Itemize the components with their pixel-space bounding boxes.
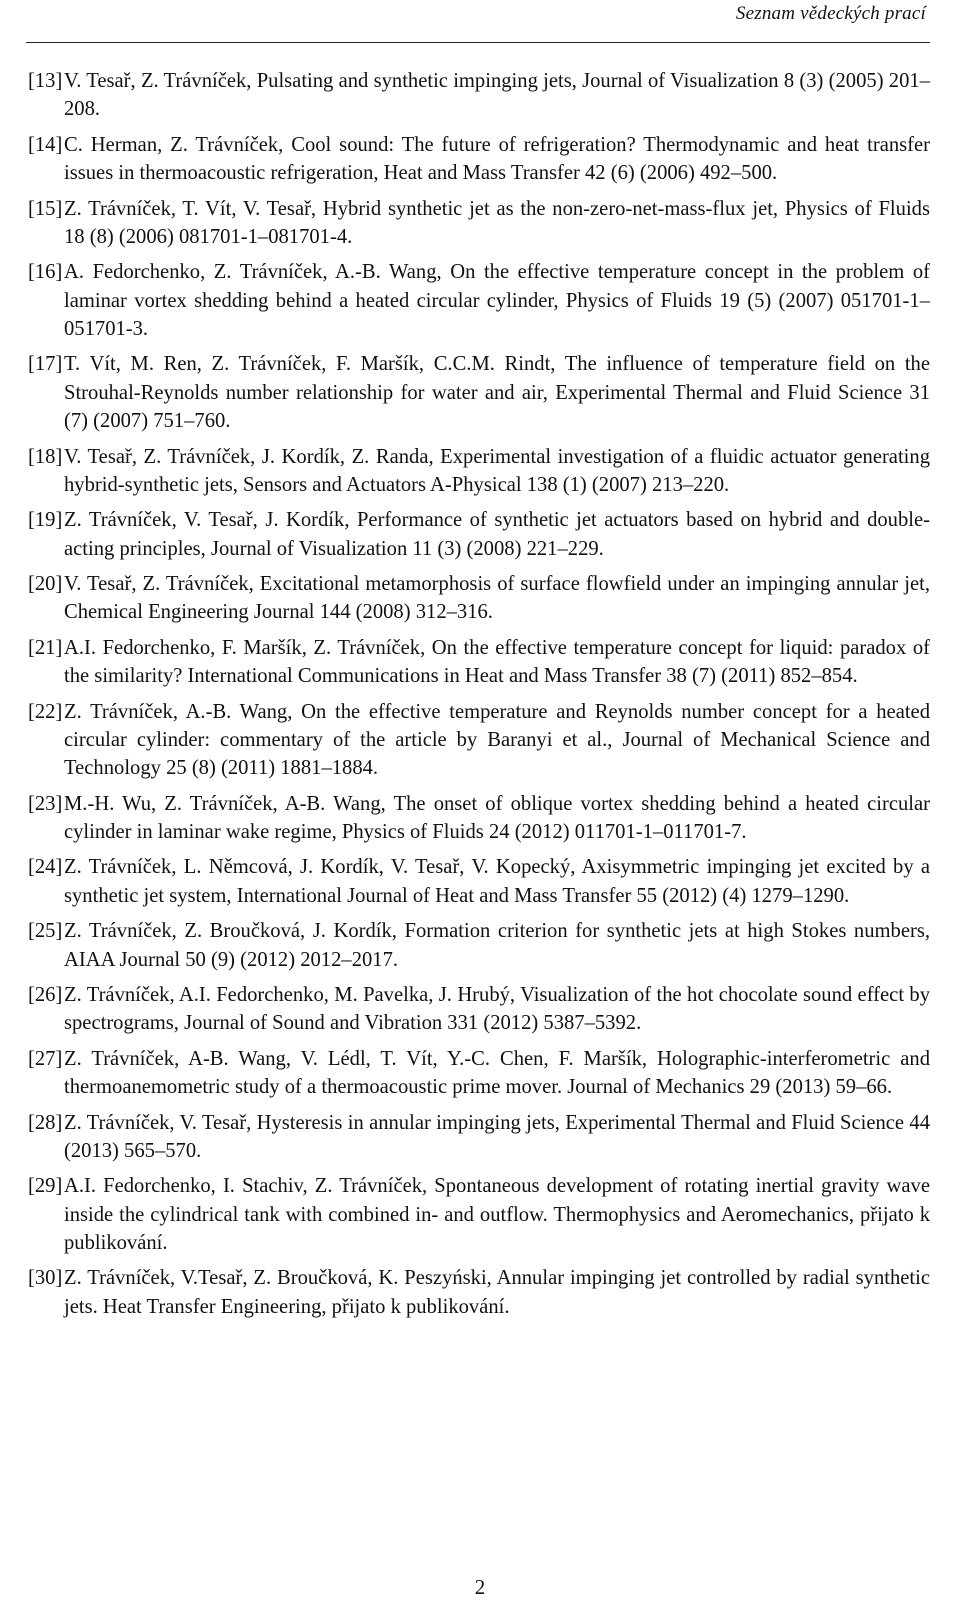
reference-text: Z. Trávníček, V. Tesař, J. Kordík, Performance of synthetic jet actuators based on hybrid and double-acting principles, Journal of Visualization 11 (3) (2008) 221–229. [64, 509, 930, 560]
reference-item [28, 67, 930, 124]
reference-text: V. Tesař, Z. Trávníček, Excitational metamorphosis of surface flowfield under an impinging annular jet, Chemical Engineering Journal 144 (2008) 312–316. [64, 573, 930, 624]
reference-number: [17] [28, 353, 63, 376]
reference-text: V. Tesař, Z. Trávníček, J. Kordík, Z. Randa, Experimental investigation of a fluidic actuator generating hybrid-synthetic jets, Sensors and Actuators A-Physical 138 (1) (2007) 213–220. [64, 445, 930, 496]
reference-item [28, 350, 930, 435]
reference-item [28, 506, 930, 563]
reference-list [28, 67, 930, 1328]
reference-number: [14] [28, 133, 63, 156]
reference-text: Z. Trávníček, V. Tesař, Hysteresis in annular impinging jets, Experimental Thermal and Fluid Science 44 (2013) 565–570. [64, 1111, 930, 1162]
reference-number: [24] [28, 856, 63, 879]
reference-text: Z. Trávníček, V.Tesař, Z. Broučková, K. Peszyński, Annular impinging jet controlled by radial synthetic jets. Heat Transfer Engineering, přijato k publikování. [64, 1267, 930, 1318]
reference-number: [16] [28, 261, 63, 284]
reference-item [28, 1109, 930, 1166]
reference-text: Z. Trávníček, L. Němcová, J. Kordík, V. Tesař, V. Kopecký, Axisymmetric impinging jet excited by a synthetic jet system, International Journal of Heat and Mass Transfer 55 (2012) (4) 1279–1290. [64, 856, 930, 907]
reference-number: [22] [28, 700, 63, 723]
reference-text: M.-H. Wu, Z. Trávníček, A-B. Wang, The onset of oblique vortex shedding behind a heated circular cylinder in laminar wake regime, Physics of Fluids 24 (2012) 011701-1–011701-7. [64, 792, 930, 843]
reference-number: [27] [28, 1047, 63, 1070]
page-header [26, 0, 930, 43]
reference-text: Z. Trávníček, Z. Broučková, J. Kordík, Formation criterion for synthetic jets at high Stokes numbers, AIAA Journal 50 (9) (2012) 2012–2017. [64, 920, 930, 971]
reference-text: A.I. Fedorchenko, F. Maršík, Z. Trávníček, On the effective temperature concept for liquid: paradox of the similarity? International Communications in Heat and Mass Transfer 38 (7) (2011) 852–854. [64, 636, 930, 688]
reference-number: [29] [28, 1175, 63, 1198]
reference-text: A.I. Fedorchenko, I. Stachiv, Z. Trávníček, Spontaneous development of rotating inertial gravity wave inside the cylindrical tank with combined in- and outflow. Thermophysics and Aeromechanics, přijato k publikování. [64, 1175, 930, 1254]
reference-item [28, 698, 930, 783]
reference-item [28, 195, 930, 252]
reference-number: [23] [28, 792, 63, 815]
reference-item [28, 258, 930, 343]
reference-text: A. Fedorchenko, Z. Trávníček, A.-B. Wang, On the effective temperature concept in the problem of laminar vortex shedding behind a heated circular cylinder, Physics of Fluids 19 (5) (2007) 051701-1–051701-3. [64, 261, 930, 340]
reference-number: [26] [28, 984, 63, 1007]
reference-number: [28] [28, 1111, 63, 1134]
reference-text: C. Herman, Z. Trávníček, Cool sound: The future of refrigeration? Thermodynamic and heat transfer issues in thermoacoustic refrigeration, Heat and Mass Transfer 42 (6) (2006) 492–500. [64, 133, 930, 185]
reference-text: Z. Trávníček, T. Vít, V. Tesař, Hybrid synthetic jet as the non-zero-net-mass-flux jet, Physics of Fluids 18 (8) (2006) 081701-1–081701-4. [64, 197, 930, 248]
reference-item [28, 1264, 930, 1321]
reference-item [28, 790, 930, 847]
reference-item [28, 1045, 930, 1102]
reference-text: Z. Trávníček, A-B. Wang, V. Lédl, T. Vít, Y.-C. Chen, F. Maršík, Holographic-interferometric and thermoanemometric study of a thermoacoustic prime mover. Journal of Mechanics 29 (2013) 59–66. [64, 1047, 930, 1099]
reference-item [28, 443, 930, 500]
reference-number: [30] [28, 1267, 63, 1290]
reference-text: T. Vít, M. Ren, Z. Trávníček, F. Maršík, C.C.M. Rindt, The influence of temperature field on the Strouhal-Reynolds number relationship for water and air, Experimental Thermal and Fluid Science 31 (7) (2007) 751–760. [64, 353, 930, 433]
reference-item [28, 981, 930, 1038]
reference-text: V. Tesař, Z. Trávníček, Pulsating and synthetic impinging jets, Journal of Visualization 8 (3) (2005) 201–208. [64, 70, 930, 121]
header-title: Seznam vědeckých prací [735, 3, 926, 24]
reference-number: [25] [28, 920, 63, 943]
reference-item [28, 1172, 930, 1257]
reference-item [28, 634, 930, 691]
reference-text: Z. Trávníček, A.I. Fedorchenko, M. Pavelka, J. Hrubý, Visualization of the hot chocolate sound effect by spectrograms, Journal of Sound and Vibration 331 (2012) 5387–5392. [64, 984, 930, 1035]
page-number: 2 [474, 1575, 486, 1599]
reference-item [28, 570, 930, 627]
reference-item [28, 131, 930, 188]
reference-text: Z. Trávníček, A.-B. Wang, On the effective temperature and Reynolds number concept for a heated circular cylinder: commentary of the article by Baranyi et al., Journal of Mechanical Science and Technology 25 (8) (2011) 1881–1884. [64, 700, 930, 780]
reference-number: [15] [28, 197, 63, 220]
reference-number: [20] [28, 573, 63, 596]
reference-number: [18] [28, 445, 63, 468]
reference-item [28, 853, 930, 910]
reference-number: [19] [28, 509, 63, 532]
reference-number: [21] [28, 636, 63, 659]
reference-item [28, 917, 930, 974]
reference-number: [13] [28, 70, 63, 92]
